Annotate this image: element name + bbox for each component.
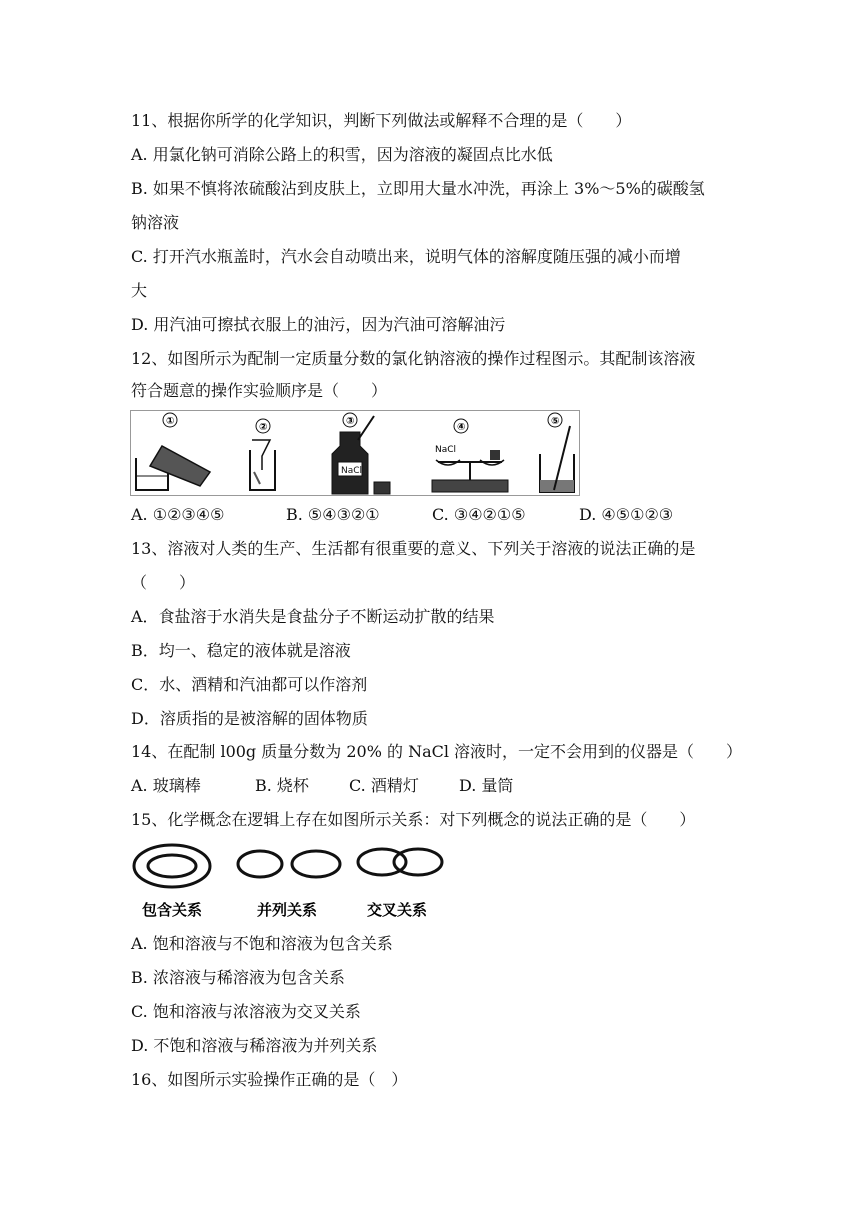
step1-pour-liquid-icon [136,413,210,490]
q11-option-d: D. 用汽油可擦拭衣服上的油污，因为汽油可溶解油污 [131,315,506,334]
q15-option-a: A. 饱和溶液与不饱和溶液为包含关系 [131,934,393,953]
q14-options [131,775,731,797]
q12-option-a: A. ①②③④⑤ [131,505,225,524]
q12-option-b: B. ⑤④③②① [286,505,380,524]
inclusion-label: 包含关系 [142,901,203,919]
q11-stem: 11、根据你所学的化学知识，判断下列做法或解释不合理的是（ ） [131,111,632,130]
q15-stem: 15、化学概念在逻辑上存在如图所示关系：对下列概念的说法正确的是（ ） [131,810,696,829]
q16-stem: 16、如图所示实验操作正确的是（ ） [131,1070,408,1089]
parallel-label: 并列关系 [257,901,318,919]
q14-option-b: B. 烧杯 [255,776,309,795]
q13-option-d: D．溶质指的是被溶解的固体物质 [131,709,368,728]
q13-option-a: A．食盐溶于水消失是食盐分子不断运动扩散的结果 [131,607,495,626]
q12-stem-line2: 符合题意的操作实验顺序是（ ） [131,381,388,400]
q12-options [131,504,731,526]
q13-option-c: C．水、酒精和汽油都可以作溶剂 [131,675,368,694]
q11-option-b-line1: B. 如果不慎将浓硫酸沾到皮肤上，立即用大量水冲洗，再涂上 3%～5%的碳酸氢 [131,179,705,198]
intersection-label: 交叉关系 [367,901,428,919]
bottle-label: NaCl [341,466,363,476]
q11-option-c-line2: 大 [131,281,148,300]
q11-option-c-line1: C. 打开汽水瓶盖时，汽水会自动喷出来，说明气体的溶解度随压强的减小而增 [131,247,681,266]
step5-label: ⑤ [551,416,560,427]
q12-solution-preparation-figure [130,410,580,496]
q15-relationship-figure [130,840,450,922]
q14-stem: 14、在配制 l00g 质量分数为 20% 的 NaCl 溶液时，一定不会用到的仪器是（ ） [131,742,743,761]
step3-nacl-bottle-icon [332,413,390,494]
step5-stir-beaker-icon [540,413,574,492]
intersection-relationship-icon [358,849,442,919]
step2-label: ② [259,422,268,433]
step1-label: ① [166,416,175,427]
q15-option-b: B. 浓溶液与稀溶液为包含关系 [131,968,345,987]
q11-option-b-line2: 钠溶液 [131,213,180,232]
balance-label: NaCl [435,445,457,455]
q11-option-a: A. 用氯化钠可消除公路上的积雪，因为溶液的凝固点比水低 [131,145,553,164]
q12-stem-line1: 12、如图所示为配制一定质量分数的氯化钠溶液的操作过程图示。其配制该溶液 [131,349,696,368]
step4-label: ④ [457,422,466,433]
q13-option-b: B．均一、稳定的液体就是溶液 [131,641,351,660]
q12-option-c: C. ③④②①⑤ [432,505,526,524]
q14-option-d: D. 量筒 [459,776,514,795]
q14-option-c: C. 酒精灯 [349,776,419,795]
q14-option-a: A. 玻璃棒 [131,776,201,795]
q15-option-c: C. 饱和溶液与浓溶液为交叉关系 [131,1002,361,1021]
step3-label: ③ [346,416,355,427]
q13-stem-line2: （ ） [131,573,196,592]
q13-stem-line1: 13、溶液对人类的生产、生活都有很重要的意义、下列关于溶液的说法正确的是 [131,539,696,558]
q12-option-d: D. ④⑤①②③ [579,505,674,524]
parallel-relationship-icon [238,851,340,919]
step4-balance-icon [432,419,508,492]
q15-option-d: D. 不饱和溶液与稀溶液为并列关系 [131,1036,378,1055]
inclusion-relationship-icon [134,845,210,919]
step2-funnel-icon [250,419,275,490]
